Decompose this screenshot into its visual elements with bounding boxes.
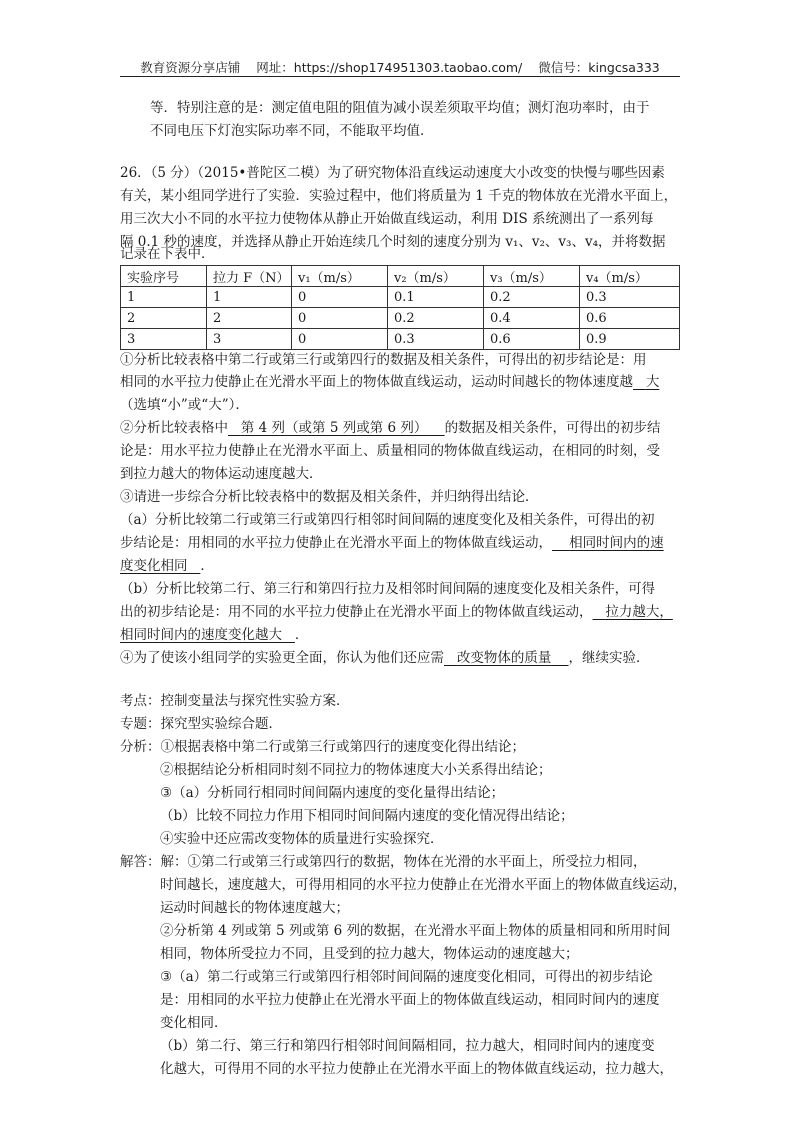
table-header-cell: v₁（m/s）	[292, 266, 388, 287]
subquestion-1-line	[120, 372, 659, 392]
table-cell: 3	[207, 329, 292, 350]
table-header-cell: v₂（m/s）	[388, 266, 484, 287]
subquestion-2-answer: 第 4 列（或第 5 列或第 6 列）	[240, 420, 428, 436]
table-cell: 0.3	[388, 329, 484, 350]
table-cell: 0	[292, 308, 388, 329]
prev-answer-line: 不同电压下灯泡实际功率不同，不能取平均值．	[150, 123, 434, 139]
table-cell: 3	[121, 329, 207, 350]
solution-line: （b）第二行、第三行和第四行相邻时间间隔相同，拉力越大，相同时间内的速度变	[160, 1038, 655, 1054]
subquestion-4-text: ④为了使该小组同学的实验更全面，你认为他们还应需	[120, 650, 444, 666]
subquestion-3a-text: 步结论是：用相同的水平拉力使静止在光滑水平面上的物体做直线运动，	[120, 535, 552, 551]
subquestion-3-line: ③请进一步综合分析比较表格中的数据及相关条件，并归纳得出结论．	[120, 489, 539, 505]
analysis-line: （b）比较不同拉力作用下相同时间间隔内速度的变化情况得出结论；	[160, 808, 574, 824]
kaodian-line: 考点：控制变量法与探究性实验方案．	[120, 693, 350, 709]
subquestion-2-text: 的数据及相关条件，可得出的初步结	[444, 420, 661, 436]
subquestion-3a-line	[120, 533, 664, 553]
subquestion-1-line: ①分析比较表格中第二行或第三行或第四行的数据及相关条件，可得出的初步结论是：用	[120, 352, 647, 368]
subquestion-1-line: （选填“小”或“大”）．	[120, 397, 249, 413]
solution-line: 时间越长，速度越大，可得用相同的水平拉力使静止在光滑水平面上的物体做直线运动，	[160, 877, 687, 893]
analysis-line: ②根据结论分析相同时刻不同拉力的物体速度大小关系得出结论；	[160, 762, 552, 778]
header-divider	[120, 76, 680, 77]
subquestion-1-answer: 大	[645, 374, 660, 390]
table-cell: 0.1	[388, 287, 484, 308]
solution-line: ②分析第 4 列或第 5 列或第 6 列的数据，在光滑水平面上物体的质量相同和所用时间	[160, 923, 671, 939]
question-line: 隔 0.1 秒的速度，并选择从静止开始连续几个时刻的速度分别为 v₁、v₂、v₃、v₄，并将数据	[120, 234, 666, 250]
solution-line: 变化相同．	[160, 1015, 228, 1031]
subquestion-2-line: 论是：用水平拉力使静止在光滑水平面上、质量相同的物体做直线运动，在相同的时刻，受	[120, 443, 660, 459]
subquestion-2-line: 到拉力越大的物体运动速度越大．	[120, 466, 323, 482]
table-header-cell: 拉力 F（N）	[207, 266, 292, 287]
table-header-cell: 实验序号	[121, 266, 207, 287]
table-row	[121, 308, 680, 329]
table-cell: 1	[207, 287, 292, 308]
subquestion-3a-answer: 相同时间内的速	[569, 535, 664, 551]
table-header-cell: v₄（m/s）	[580, 266, 680, 287]
question-line: 用三次大小不同的水平拉力使物体从静止开始做直线运动，利用 DIS 系统测出了一系列每	[120, 211, 654, 227]
solution-line: 是：用相同的水平拉力使静止在光滑水平面上的物体做直线运动，相同时间内的速度	[160, 992, 660, 1008]
subquestion-3a-line: （a）分析比较第二行或第三行或第四行相邻时间间隔的速度变化及相关条件，可得出的初	[120, 512, 655, 528]
subquestion-3b-line	[120, 602, 673, 622]
analysis-line: ③（a）分析同行相同时间间隔内速度的变化量得出结论；	[160, 785, 505, 801]
subquestion-3a-line: 度变化相同 ．	[120, 558, 214, 574]
solution-line: 化越大，可得用不同的水平拉力使静止在光滑水平面上的物体做直线运动，拉力越大，	[160, 1061, 673, 1077]
table-cell: 0	[292, 287, 388, 308]
solution-line: 运动时间越长的物体速度越大；	[160, 900, 349, 916]
question-line: 有关，某小组同学进行了实验．实验过程中，他们将质量为 1 千克的物体放在光滑水平面上，	[120, 188, 678, 204]
subquestion-4-text: ，继续实验．	[568, 650, 650, 666]
subquestion-4-line	[120, 648, 650, 668]
question-line: 记录在下表中．	[120, 246, 215, 262]
solution-line: 相同，物体所受拉力不同，且受到的拉力越大，物体运动的速度越大；	[160, 946, 579, 962]
table-cell: 0.3	[580, 287, 680, 308]
subquestion-4-answer: 改变物体的质量	[456, 650, 552, 666]
subquestion-3b-line: 相同时间内的速度变化越大 ．	[120, 627, 309, 643]
subquestion-3b-line: （b）分析比较第二行、第三行和第四行拉力及相邻时间间隔的速度变化及相关条件，可得	[120, 581, 656, 597]
zhuanti-line: 专题：探究型实验综合题．	[120, 716, 282, 732]
table-cell: 0.6	[484, 329, 580, 350]
subquestion-3a-answer: 度变化相同	[120, 558, 188, 574]
table-cell: 0.6	[580, 308, 680, 329]
subquestion-3b-answer: 拉力越大，	[605, 604, 673, 620]
table-row	[121, 287, 680, 308]
table-row	[121, 329, 680, 350]
page-header	[120, 58, 680, 76]
table-cell: 0.2	[484, 287, 580, 308]
data-table	[120, 265, 680, 350]
table-cell: 0.2	[388, 308, 484, 329]
table-header-cell: v₃（m/s）	[484, 266, 580, 287]
analysis-line: 分析：①根据表格中第二行或第三行或第四行的速度变化得出结论；	[120, 739, 525, 755]
wechat-id: 微信号：kingcsa333	[538, 60, 660, 75]
solution-line: ③（a）第二行或第三行或第四行相邻时间间隔的速度变化相同，可得出的初步结论	[160, 969, 653, 985]
prev-answer-line: 等．特别注意的是：测定值电阻的阻值为减小误差须取平均值；测灯泡功率时，由于	[150, 100, 650, 116]
table-cell: 2	[121, 308, 207, 329]
table-cell: 0.4	[484, 308, 580, 329]
table-header-row	[121, 266, 680, 287]
subquestion-3b-text: 出的初步结论是：用不同的水平拉力使静止在光滑水平面上的物体做直线运动，	[120, 604, 593, 620]
table-cell: 2	[207, 308, 292, 329]
shop-url[interactable]: 网址：https://shop174951303.taobao.com/	[256, 60, 523, 75]
solution-line: 解答：解：①第二行或第三行或第四行的数据，物体在光滑的水平面上，所受拉力相同，	[120, 854, 647, 870]
subquestion-2-text: ②分析比较表格中	[120, 420, 228, 436]
subquestion-1-text: 相同的水平拉力使静止在光滑水平面上的物体做直线运动，运动时间越长的物体速度越	[120, 374, 633, 390]
table-cell: 1	[121, 287, 207, 308]
subquestion-3b-answer: 相同时间内的速度变化越大	[120, 627, 282, 643]
analysis-line: ④实验中还应需改变物体的质量进行实验探究．	[160, 831, 444, 847]
table-cell: 0	[292, 329, 388, 350]
question-line: 26．（5 分）（2015•普陀区二模）为了研究物体沿直线运动速度大小改变的快慢与哪些因素	[120, 165, 665, 181]
shop-name: 教育资源分享店铺	[140, 60, 241, 75]
table-cell: 0.9	[580, 329, 680, 350]
subquestion-2-line	[120, 418, 661, 438]
